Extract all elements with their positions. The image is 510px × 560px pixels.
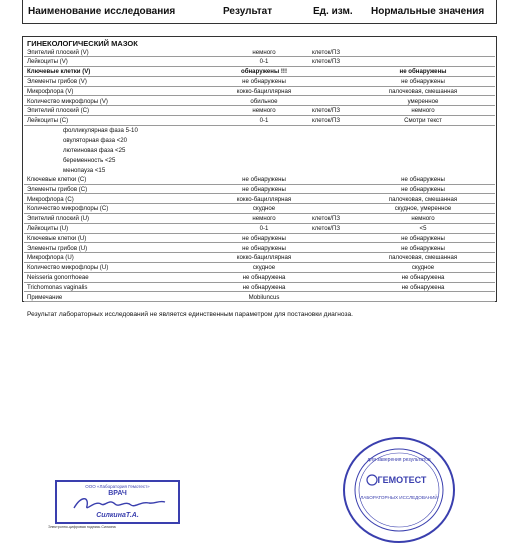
doctor-stamp: [55, 480, 180, 524]
cell-name: Примечание: [27, 293, 63, 301]
cell-norm: палочковая, смешанная: [388, 195, 458, 203]
header-norm: Нормальные значения: [371, 6, 485, 17]
cell-result: кокко-бациллярная: [236, 254, 292, 262]
cell-name: Элементы грибов (U): [27, 244, 88, 252]
header-name: Наименование исследования: [28, 6, 176, 17]
cell-norm: не обнаружены: [401, 185, 445, 193]
reference-note: лютеиновая фаза <25: [63, 147, 126, 154]
section-title: ГИНЕКОЛОГИЧЕСКИЙ МАЗОК: [27, 39, 138, 48]
table-row: [24, 106, 495, 116]
cell-name: Количество микрофлоры (C): [27, 205, 109, 213]
table-row: [24, 234, 495, 244]
cell-result: кокко-бациллярная: [236, 195, 292, 203]
table-row: [24, 57, 495, 67]
cell-name: Ключевые клетки (U): [27, 234, 87, 242]
cell-name: Лейкоциты (U): [27, 224, 69, 232]
round-stamp-sub: ЛАБОРАТОРНЫХ ИССЛЕДОВАНИЙ: [360, 495, 438, 500]
cell-result: скудное: [252, 264, 276, 272]
table-row: [24, 77, 495, 87]
cell-name: Элементы грибов (C): [27, 185, 88, 193]
cell-result: обнаружены !!!: [241, 68, 287, 76]
reference-note: овуляторная фаза <20: [63, 137, 128, 145]
reference-note: беременность <25: [63, 156, 116, 164]
cell-norm: немного: [411, 215, 435, 223]
cell-result: 0-1: [259, 58, 269, 66]
table-row: [24, 195, 495, 205]
cell-norm: Смотри текст: [404, 117, 442, 125]
cell-result: обильное: [250, 97, 278, 105]
cell-name: Количество микрофлоры (U): [27, 264, 109, 272]
column-header-bar: [22, 0, 497, 24]
table-row: [24, 48, 495, 58]
cell-name: Лейкоциты (C): [27, 117, 69, 125]
cell-name: Лейкоциты (V): [27, 58, 68, 66]
cell-result: 0-1: [259, 224, 269, 232]
table-row: [24, 116, 495, 126]
table-row: [24, 253, 495, 263]
cell-norm: скудное: [411, 264, 435, 272]
table-row: [24, 224, 495, 234]
cell-result: Mobiluncus: [248, 293, 280, 301]
table-row: [24, 273, 495, 283]
table-row: [24, 204, 495, 214]
cell-name: Микрофлора (V): [27, 87, 74, 95]
cell-norm: не обнаружена: [401, 273, 445, 281]
table-row: [24, 263, 495, 273]
cell-result: не обнаружены: [242, 234, 286, 242]
signature-caption: Электронно-цифровая подпись Силкина: [48, 525, 116, 529]
cell-norm: не обнаружены: [401, 175, 445, 183]
cell-name: Количество микрофлоры (V): [27, 97, 108, 105]
cell-result: немного: [252, 107, 276, 115]
doctor-stamp-name: СилкинаТ.А.: [96, 512, 139, 519]
round-stamp-top: для заверения результатов: [367, 457, 431, 463]
cell-unit: клеток/ПЗ: [312, 107, 341, 115]
cell-result: скудное: [252, 205, 276, 213]
table-row: [24, 67, 495, 77]
cell-name: Эпителий плоский (U): [27, 215, 90, 223]
round-stamp-icon: [342, 435, 457, 545]
cell-name: Микрофлора (C): [27, 195, 74, 203]
cell-norm: палочковая, смешанная: [388, 87, 458, 95]
cell-unit: клеток/ПЗ: [312, 48, 341, 56]
cell-result: не обнаружены: [242, 244, 286, 252]
table-row: [24, 185, 495, 195]
table-row: [24, 244, 495, 254]
cell-name: Ключевые клетки (C): [27, 175, 87, 183]
cell-result: не обнаружена: [242, 283, 286, 291]
cell-name: Эпителий плоский (V): [27, 48, 89, 56]
disclaimer: Результат лабораторных исследований не является единственным параметром для постановки диагноза.: [27, 311, 354, 318]
cell-name: Ключевые клетки (V): [27, 68, 91, 76]
cell-name: Микрофлора (U): [27, 254, 74, 262]
cell-result: кокко-бациллярная: [236, 87, 292, 95]
cell-result: не обнаружены: [242, 175, 286, 183]
header-unit: Ед. изм.: [313, 6, 353, 17]
cell-result: не обнаружена: [242, 273, 286, 281]
table-row: [24, 97, 495, 107]
header-result: Результат: [223, 6, 273, 17]
doctor-stamp-org: ООО «Лаборатория Гемотест»: [85, 484, 150, 489]
cell-name: Trichomonas vaginalis: [27, 283, 88, 291]
cell-norm: не обнаружена: [401, 283, 445, 291]
cell-norm: не обнаружены: [401, 234, 445, 242]
cell-unit: клеток/ПЗ: [312, 224, 341, 232]
cell-name: Элементы грибов (V): [27, 77, 87, 85]
cell-result: немного: [252, 215, 276, 223]
cell-result: немного: [252, 48, 276, 56]
round-stamp-brand: ГЕМОТЕСТ: [377, 475, 427, 485]
cell-name: Эпителий плоский (C): [27, 107, 90, 115]
cell-norm: <5: [419, 224, 427, 232]
table-row: [24, 214, 495, 224]
cell-result: не обнаружены: [242, 185, 286, 193]
table-row: [24, 283, 495, 293]
signature-icon: [69, 494, 169, 514]
cell-norm: не обнаружены: [401, 244, 445, 252]
cell-norm: не обнаружены: [399, 68, 447, 76]
cell-norm: умеренное: [407, 97, 439, 105]
cell-result: не обнаружены: [242, 77, 286, 85]
reference-note: менопауза <15: [63, 166, 106, 174]
table-row: [24, 293, 495, 303]
cell-unit: клеток/ПЗ: [312, 58, 341, 66]
doctor-stamp-title: ВРАЧ: [108, 490, 127, 497]
table-row: [24, 87, 495, 97]
results-table: [22, 36, 497, 302]
cell-norm: не обнаружены: [401, 77, 445, 85]
cell-unit: клеток/ПЗ: [312, 215, 341, 223]
cell-norm: палочковая, смешанная: [388, 254, 458, 262]
cell-name: Neisseria gonorrhoeae: [27, 273, 89, 281]
reference-note: фолликулярная фаза 5-10: [63, 127, 138, 135]
cell-norm: немного: [411, 107, 435, 115]
cell-result: 0-1: [259, 117, 269, 125]
cell-unit: клеток/ПЗ: [312, 117, 341, 125]
cell-norm: скудное, умеренное: [394, 205, 452, 213]
table-row: [24, 175, 495, 185]
